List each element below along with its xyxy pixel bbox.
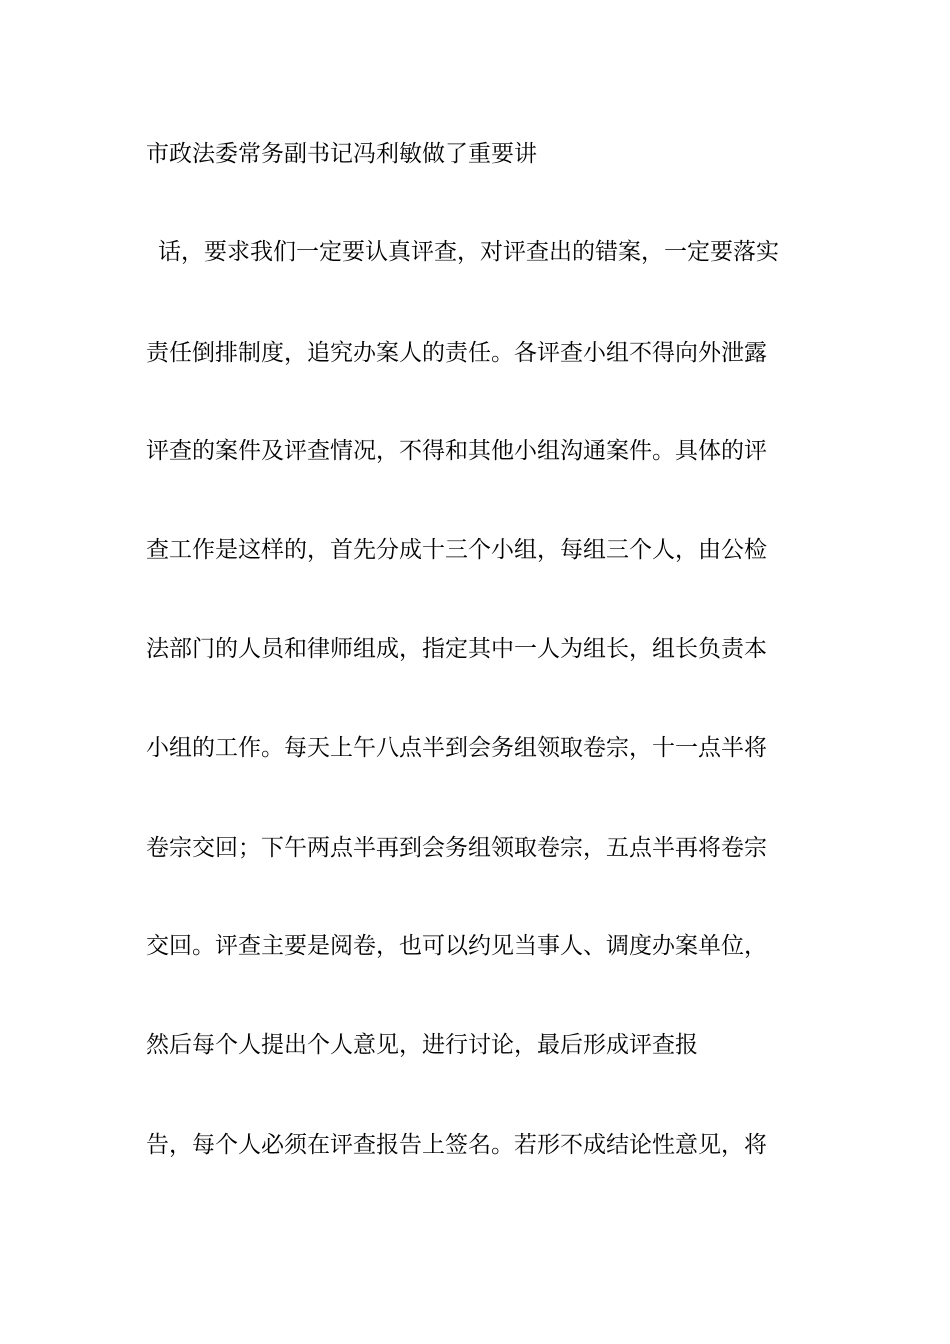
text-line-1: 市政法委常务副书记冯利敏做了重要讲 bbox=[146, 141, 537, 167]
text-line-10: 然后每个人提出个人意见，进行讨论，最后形成评查报 bbox=[146, 1032, 698, 1058]
text-line-4: 评查的案件及评查情况，不得和其他小组沟通案件。具体的评 bbox=[146, 438, 767, 464]
text-line-8: 卷宗交回；下午两点半再到会务组领取卷宗，五点半再将卷宗 bbox=[146, 835, 767, 861]
text-line-11: 告，每个人必须在评查报告上签名。若形不成结论性意见，将 bbox=[146, 1132, 767, 1158]
text-line-2: 话，要求我们一定要认真评查，对评查出的错案，一定要落实 bbox=[158, 239, 779, 265]
text-line-5: 查工作是这样的，首先分成十三个小组，每组三个人，由公检 bbox=[146, 537, 767, 563]
text-line-6: 法部门的人员和律师组成，指定其中一人为组长，组长负责本 bbox=[146, 636, 767, 662]
text-line-3: 责任倒排制度，追究办案人的责任。各评查小组不得向外泄露 bbox=[146, 340, 767, 366]
text-line-9: 交回。评查主要是阅卷，也可以约见当事人、调度办案单位， bbox=[146, 933, 767, 959]
text-line-7: 小组的工作。每天上午八点半到会务组领取卷宗，十一点半将 bbox=[146, 735, 767, 761]
